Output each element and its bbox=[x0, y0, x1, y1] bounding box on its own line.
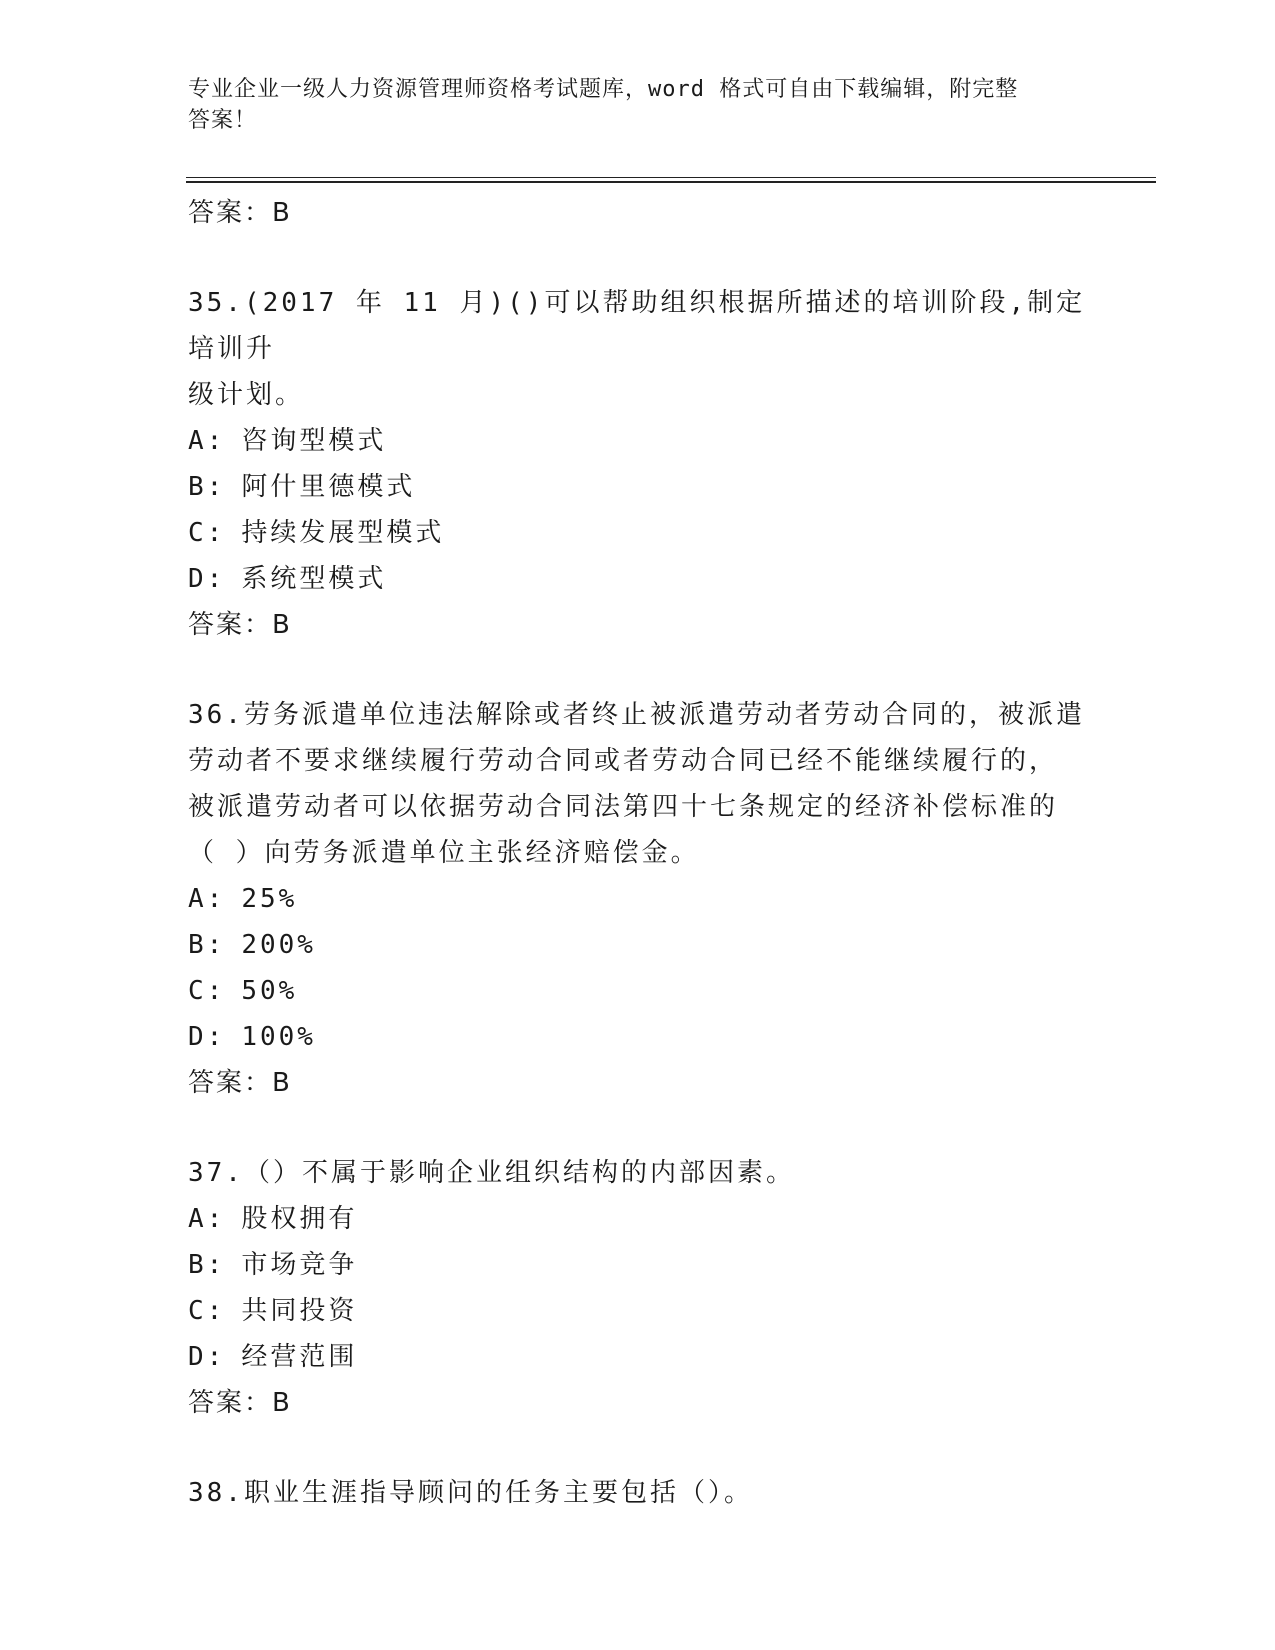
answer-option bbox=[188, 418, 1088, 464]
question-block bbox=[188, 280, 1088, 648]
answer-option bbox=[188, 876, 1088, 922]
header-line: 专业企业一级人力资源管理师资格考试题库，word 格式可自由下载编辑，附完整 bbox=[188, 77, 1019, 102]
option-key: B: bbox=[188, 472, 226, 502]
answer-line: 答案：B bbox=[188, 198, 292, 228]
question-stem-line: （ ）向劳务派遣单位主张经济赔偿金。 bbox=[188, 838, 700, 868]
question-list bbox=[188, 190, 1088, 1516]
option-key: C: bbox=[188, 976, 226, 1006]
question-stem-line: 被派遣劳动者可以依据劳动合同法第四十七条规定的经济补偿标准的 bbox=[188, 792, 1059, 822]
answer-line: 答案：B bbox=[188, 1388, 292, 1418]
header-divider bbox=[186, 181, 1156, 183]
question-stem-line: 36.劳务派遣单位违法解除或者终止被派遣劳动者劳动合同的，被派遣 bbox=[188, 700, 1085, 730]
option-key: D: bbox=[188, 564, 226, 594]
option-key: C: bbox=[188, 518, 226, 548]
option-text: 阿什里德模式 bbox=[241, 472, 416, 502]
question-stem-line: 劳动者不要求继续履行劳动合同或者劳动合同已经不能继续履行的， bbox=[188, 746, 1059, 776]
question-stem-line: 37.（）不属于影响企业组织结构的内部因素。 bbox=[188, 1158, 795, 1188]
option-key: B: bbox=[188, 930, 226, 960]
option-text: 市场竞争 bbox=[241, 1250, 358, 1280]
option-text: 共同投资 bbox=[241, 1296, 358, 1326]
answer-option bbox=[188, 510, 1088, 556]
option-key: A: bbox=[188, 1204, 226, 1234]
header-divider bbox=[186, 177, 1156, 178]
option-text: 持续发展型模式 bbox=[241, 518, 445, 548]
question-stem-line: 级计划。 bbox=[188, 380, 305, 410]
answer-option bbox=[188, 1014, 1088, 1060]
answer-option bbox=[188, 1242, 1088, 1288]
option-text: 100% bbox=[241, 1022, 316, 1052]
answer-option bbox=[188, 922, 1088, 968]
answer-line: 答案：B bbox=[188, 1068, 292, 1098]
answer-line: 答案：B bbox=[188, 610, 292, 640]
option-text: 25% bbox=[241, 884, 298, 914]
answer-option bbox=[188, 968, 1088, 1014]
question-block bbox=[188, 692, 1088, 1106]
option-text: 咨询型模式 bbox=[241, 426, 387, 456]
header-line: 答案！ bbox=[188, 108, 258, 133]
option-key: A: bbox=[188, 884, 226, 914]
option-key: B: bbox=[188, 1250, 226, 1280]
option-text: 经营范围 bbox=[241, 1342, 358, 1372]
answer-option bbox=[188, 1334, 1088, 1380]
question-stem-line: 35.(2017 年 11 月)()可以帮助组织根据所描述的培训阶段,制定培训升 bbox=[188, 288, 1086, 364]
page-header bbox=[188, 74, 1068, 136]
question-stem-line: 38.职业生涯指导顾问的任务主要包括（）。 bbox=[188, 1478, 753, 1508]
option-text: 系统型模式 bbox=[241, 564, 387, 594]
answer-option bbox=[188, 464, 1088, 510]
option-key: D: bbox=[188, 1342, 226, 1372]
option-key: C: bbox=[188, 1296, 226, 1326]
option-key: A: bbox=[188, 426, 226, 456]
answer-option bbox=[188, 1288, 1088, 1334]
question-block bbox=[188, 1150, 1088, 1426]
option-text: 200% bbox=[241, 930, 316, 960]
answer-option bbox=[188, 556, 1088, 602]
question-block bbox=[188, 1470, 1088, 1516]
option-key: D: bbox=[188, 1022, 226, 1052]
option-text: 股权拥有 bbox=[241, 1204, 358, 1234]
option-text: 50% bbox=[241, 976, 298, 1006]
answer-option bbox=[188, 1196, 1088, 1242]
